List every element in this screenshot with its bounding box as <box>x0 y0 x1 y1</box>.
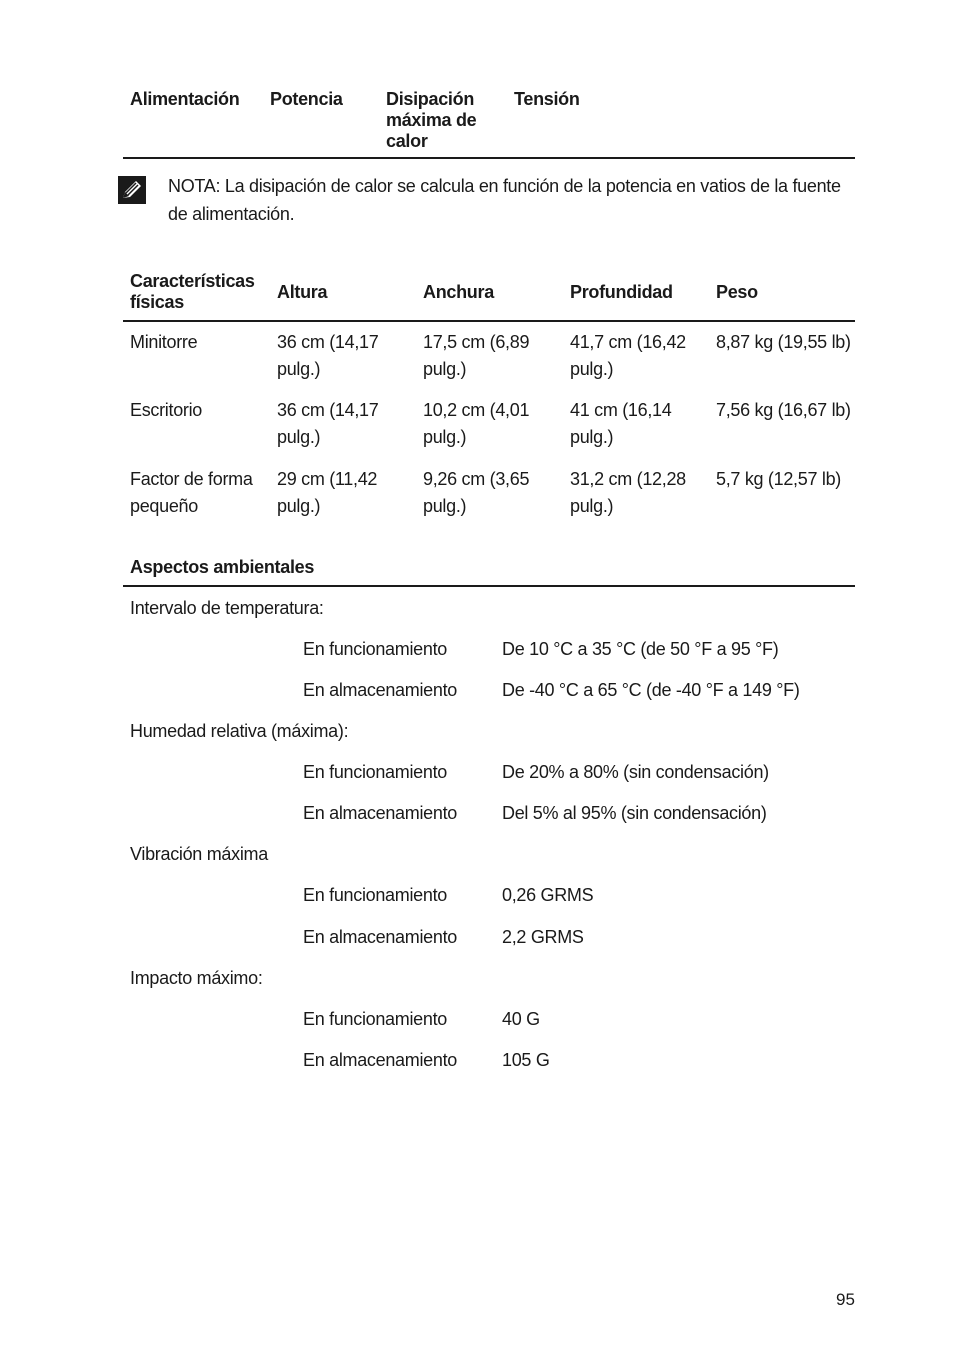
env-value: De -40 °C a 65 °C (de -40 °F a 149 °F) <box>502 680 800 700</box>
env-group-label: Intervalo de temperatura: <box>130 598 324 618</box>
table-cell: 9,26 cm (3,65 pulg.) <box>423 469 530 516</box>
table-cell: 10,2 cm (4,01 pulg.) <box>423 400 530 447</box>
table-cell: 31,2 cm (12,28 pulg.) <box>570 469 686 516</box>
env-mode: En almacenamiento <box>303 1050 457 1070</box>
header-tension: Tensión <box>514 89 580 109</box>
header-profundidad: Profundidad <box>570 282 673 302</box>
header-caracteristicas: Características físicas <box>130 271 255 312</box>
header-disipacion: Disipación máxima de calor <box>386 89 477 151</box>
header-potencia: Potencia <box>270 89 343 109</box>
env-mode: En almacenamiento <box>303 680 457 700</box>
note-body: La disipación de calor se calcula en función de la potencia en vatios de la fuente de alimentación. <box>168 176 841 224</box>
environment-table-rule <box>123 585 855 587</box>
table-cell: Minitorre <box>130 332 198 352</box>
header-alimentacion: Alimentación <box>130 89 240 109</box>
table-cell: 5,7 kg (12,57 lb) <box>716 469 841 489</box>
environment-title: Aspectos ambientales <box>130 557 315 577</box>
env-group-label: Impacto máximo: <box>130 968 263 988</box>
table-cell: 36 cm (14,17 pulg.) <box>277 400 379 447</box>
table-cell: 29 cm (11,42 pulg.) <box>277 469 378 516</box>
env-mode: En funcionamiento <box>303 762 447 782</box>
env-group-label: Vibración máxima <box>130 844 268 864</box>
env-value: De 20% a 80% (sin condensación) <box>502 762 769 782</box>
table-cell: 8,87 kg (19,55 lb) <box>716 332 851 352</box>
env-mode: En funcionamiento <box>303 1009 447 1029</box>
table-cell: 41,7 cm (16,42 pulg.) <box>570 332 686 379</box>
env-group-label: Humedad relativa (máxima): <box>130 721 349 741</box>
env-mode: En funcionamiento <box>303 639 447 659</box>
env-mode: En almacenamiento <box>303 803 457 823</box>
table-cell: Factor de forma pequeño <box>130 469 253 516</box>
env-mode: En funcionamiento <box>303 885 447 905</box>
env-value: 40 G <box>502 1009 540 1029</box>
env-value: De 10 °C a 35 °C (de 50 °F a 95 °F) <box>502 639 779 659</box>
table-cell: 41 cm (16,14 pulg.) <box>570 400 672 447</box>
table-cell: 7,56 kg (16,67 lb) <box>716 400 851 420</box>
table-cell: Escritorio <box>130 400 203 420</box>
power-table-rule <box>123 157 855 159</box>
env-value: Del 5% al 95% (sin condensación) <box>502 803 767 823</box>
env-mode: En almacenamiento <box>303 927 457 947</box>
header-peso: Peso <box>716 282 758 302</box>
page-number: 95 <box>836 1290 855 1309</box>
table-cell: 36 cm (14,17 pulg.) <box>277 332 379 379</box>
table-cell: 17,5 cm (6,89 pulg.) <box>423 332 530 379</box>
pencil-note-icon <box>118 176 146 204</box>
note-text <box>168 172 858 228</box>
header-altura: Altura <box>277 282 328 302</box>
env-value: 0,26 GRMS <box>502 885 594 905</box>
note-label: NOTA: <box>168 176 221 196</box>
env-value: 105 G <box>502 1050 550 1070</box>
env-value: 2,2 GRMS <box>502 927 584 947</box>
physical-table-rule <box>123 320 855 322</box>
header-anchura: Anchura <box>423 282 494 302</box>
